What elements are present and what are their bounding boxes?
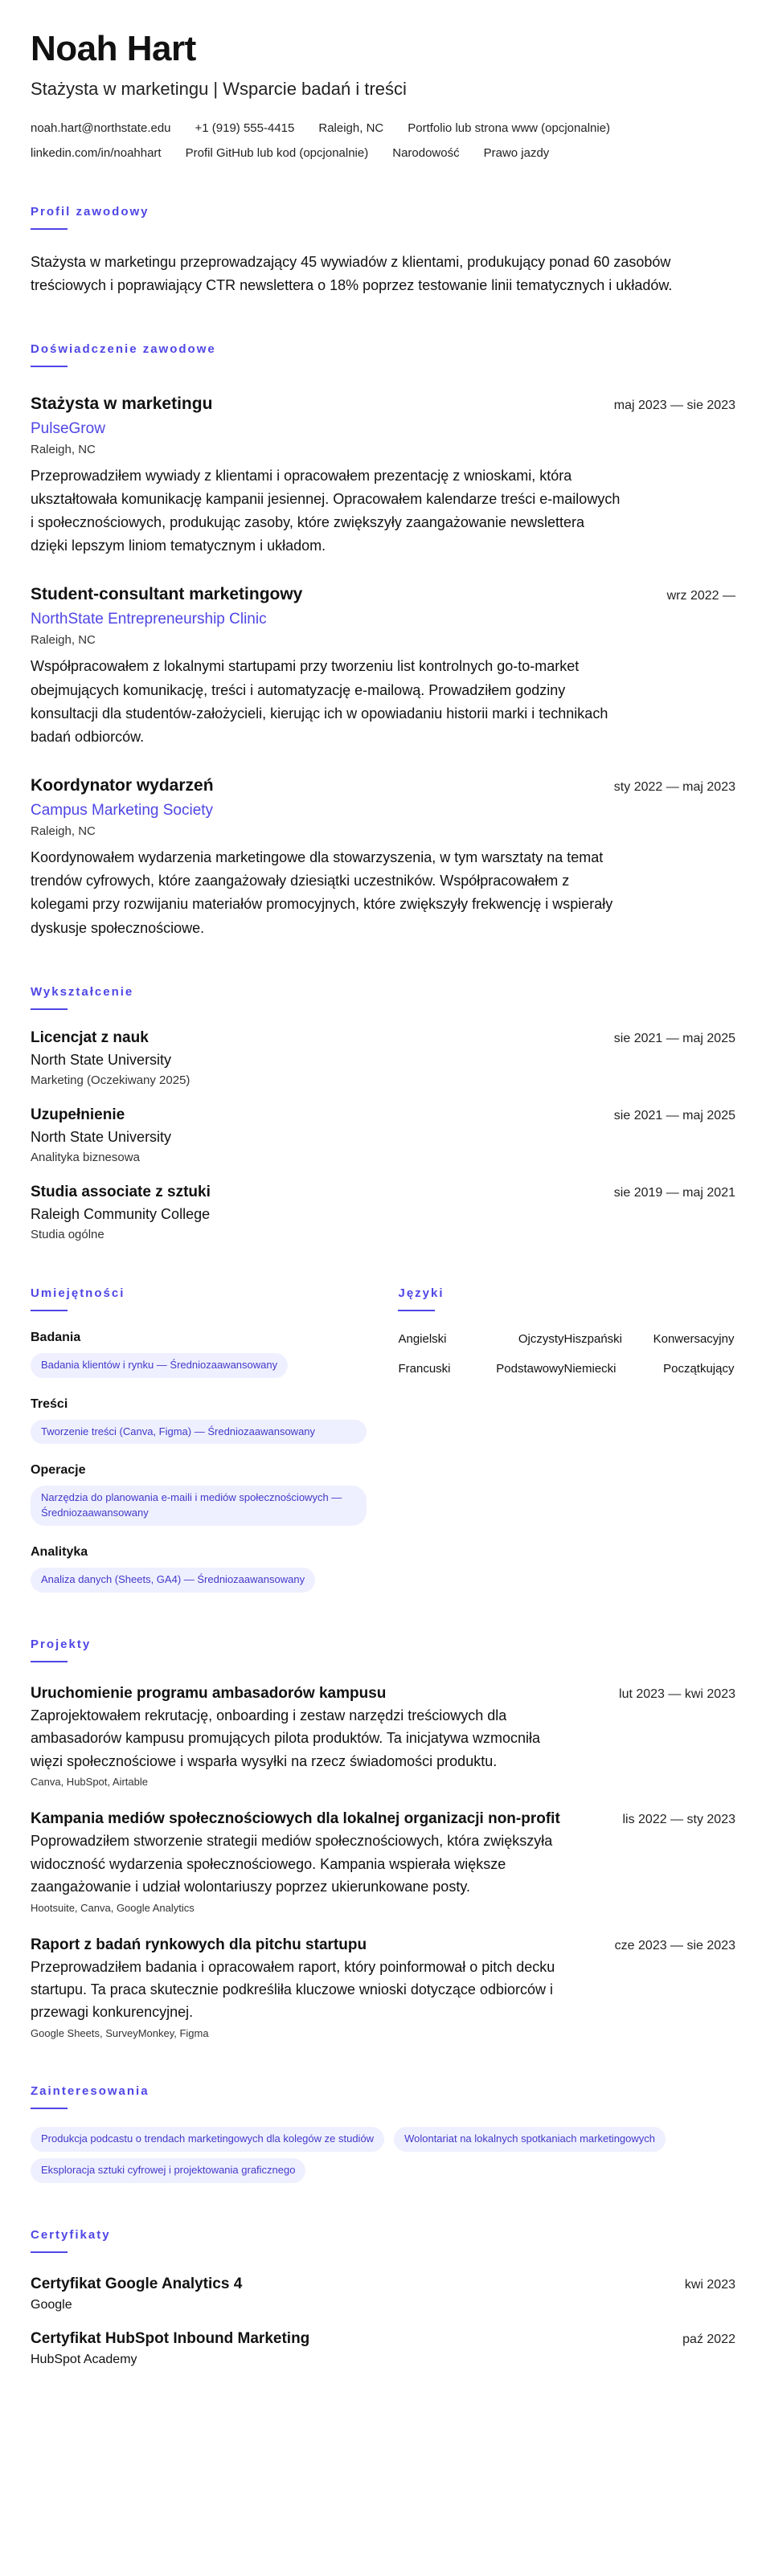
language-item [563, 1332, 734, 1346]
section-divider [31, 1661, 68, 1662]
interest-pill: Eksploracja sztuki cyfrowej i projektowania graficznego [31, 2158, 305, 2183]
contact-phone[interactable]: +1 (919) 555-4415 [195, 121, 295, 136]
project-description: Przeprowadziłem badania i opracowałem raport, który poinformował o pitch decku startupu. Ta praca skutecznie podkreśliła kluczowe wnioski dotyczące odbiorców i przewagi konkurencyjnej. [31, 1958, 555, 2021]
certificate-issuer: HubSpot Academy [31, 2352, 137, 2366]
job-location: Raleigh, NC [31, 442, 96, 456]
project-date: cze 2023 — sie 2023 [614, 1938, 735, 1952]
projects-section [31, 1638, 735, 2039]
education-entry [31, 1106, 735, 1164]
language-name: Francuski [398, 1361, 451, 1376]
skill-pill: Tworzenie treści (Canva, Figma) — Średniozaawansowany [31, 1420, 367, 1445]
skill-group [31, 1545, 398, 1593]
project-title: Uruchomienie programu ambasadorów kampusu [31, 1684, 387, 1702]
project-entry [31, 1685, 735, 1788]
language-level: Podstawowy [496, 1361, 564, 1376]
interests-section [31, 2084, 735, 2183]
language-item [563, 1362, 734, 1376]
education-field: Marketing (Oczekiwany 2025) [31, 1073, 190, 1087]
interests-list [31, 2127, 722, 2183]
language-item [398, 1332, 563, 1346]
section-title: Języki [398, 1286, 444, 1300]
summary-text: Stażysta w marketingu przeprowadzający 45 wywiadów z klientami, produkujący ponad 60 zasobów treściowych i poprawiający CTR newslettera o 18% poprzez testowanie linii tematycznych i układów. [31, 254, 673, 293]
job-title: Student-consultant marketingowy [31, 585, 303, 604]
skill-group-title: Badania [31, 1330, 81, 1344]
job-description: Współpracowałem z lokalnymi startupami przy tworzeniu list kontrolnych go-to-market obejmujących komunikację, treści i automatyzację e-mailową. Prowadziłem godziny konsultacji dla studentów-założycieli, kierując ich w opowiadaniu historii marki i technikach badań odbiorców. [31, 658, 608, 745]
language-level: Początkujący [663, 1361, 735, 1376]
language-item [398, 1362, 563, 1376]
skill-group [31, 1463, 398, 1526]
project-title: Raport z badań rynkowych dla pitchu startupu [31, 1936, 367, 1953]
contact-location: Raleigh, NC [318, 121, 384, 136]
section-divider [31, 2108, 68, 2109]
education-school: North State University [31, 1051, 172, 1068]
certificates-section [31, 2228, 735, 2367]
language-row [398, 1332, 735, 1346]
contact-nationality: Narodowość [392, 146, 460, 161]
certificate-title: Certyfikat HubSpot Inbound Marketing [31, 2329, 310, 2347]
certificate-title: Certyfikat Google Analytics 4 [31, 2275, 243, 2292]
language-level: Konwersacyjny [653, 1331, 735, 1346]
language-level: Ojczysty [518, 1331, 564, 1346]
interest-pill: Produkcja podcastu o trendach marketingowych dla kolegów ze studiów [31, 2127, 384, 2152]
section-divider [398, 1310, 435, 1311]
job-date: sty 2022 — maj 2023 [613, 780, 735, 795]
project-tools: Hootsuite, Canva, Google Analytics [31, 1901, 195, 1914]
skill-pill: Analiza danych (Sheets, GA4) — Średniozaawansowany [31, 1568, 315, 1593]
education-date: sie 2021 — maj 2025 [613, 1031, 735, 1045]
job-entry [31, 585, 735, 749]
section-title: Doświadczenie zawodowe [31, 341, 216, 356]
skill-pill: Narzędzia do planowania e-maili i mediów społecznościowych — Średniozaawansowany [31, 1486, 367, 1526]
job-company: PulseGrow [31, 419, 105, 437]
contact-github[interactable]: Profil GitHub lub kod (opcjonalnie) [185, 146, 369, 161]
skill-group-title: Treści [31, 1396, 68, 1411]
skill-group [31, 1397, 398, 1445]
certificate-date: kwi 2023 [684, 2277, 735, 2292]
project-date: lut 2023 — kwi 2023 [619, 1687, 735, 1701]
certificate-entry [31, 2330, 735, 2367]
contact-portfolio[interactable]: Portfolio lub strona www (opcjonalnie) [408, 121, 611, 136]
job-entry [31, 395, 735, 558]
section-title: Certyfikaty [31, 2227, 111, 2242]
section-title: Zainteresowania [31, 2083, 150, 2098]
contact-linkedin[interactable]: linkedin.com/in/noahhart [31, 146, 162, 161]
education-school: Raleigh Community College [31, 1205, 211, 1222]
language-name: Hiszpański [563, 1331, 623, 1346]
summary-section [31, 205, 735, 297]
project-tools: Canva, HubSpot, Airtable [31, 1776, 148, 1789]
education-date: sie 2021 — maj 2025 [613, 1108, 735, 1122]
experience-section [31, 342, 735, 940]
education-entry [31, 1184, 735, 1241]
education-field: Analityka biznesowa [31, 1150, 140, 1164]
job-date: wrz 2022 — [666, 589, 735, 603]
section-divider [31, 2251, 68, 2253]
job-date: maj 2023 — sie 2023 [613, 398, 735, 412]
job-company: Campus Marketing Society [31, 802, 214, 820]
language-row [398, 1362, 735, 1376]
contact-list [31, 121, 754, 160]
education-school: North State University [31, 1128, 172, 1145]
candidate-name: Noah Hart [31, 29, 196, 68]
job-description: Koordynowałem wydarzenia marketingowe dla stowarzyszenia, w tym warsztaty na temat trendów cyfrowych, które zaangażowały dziesiątki uczestników. Współpracowałem z kolegami przy rozwijaniu materiałów promocyjnych, które zwiększyły frekwencję i wspierały dyskusje społecznościowe. [31, 849, 613, 936]
skill-group-title: Analityka [31, 1545, 88, 1560]
education-section [31, 985, 735, 1241]
education-date: sie 2019 — maj 2021 [613, 1185, 735, 1200]
job-location: Raleigh, NC [31, 633, 96, 648]
section-title: Wykształcenie [31, 984, 134, 999]
skill-group [31, 1331, 398, 1378]
section-title: Profil zawodowy [31, 205, 150, 219]
job-title: Koordynator wydarzeń [31, 776, 214, 795]
education-entry [31, 1029, 735, 1087]
certificate-date: paź 2022 [682, 2332, 735, 2346]
interest-pill: Wolontariat na lokalnych spotkaniach marketingowych [394, 2127, 666, 2152]
job-title: Stażysta w marketingu [31, 394, 213, 413]
education-field: Studia ogólne [31, 1227, 104, 1241]
job-company: NorthState Entrepreneurship Clinic [31, 611, 267, 628]
project-date: lis 2022 — sty 2023 [622, 1813, 735, 1827]
language-name: Angielski [398, 1331, 447, 1346]
skills-section [31, 1286, 398, 1593]
section-divider [31, 366, 68, 367]
education-degree: Studia associate z sztuki [31, 1183, 211, 1200]
job-entry [31, 776, 735, 940]
project-description: Poprowadziłem stworzenie strategii mediów społecznościowych, która zwiększyła widoczność wydarzenia społecznościowego. Kampania wspierała większe zaangażowanie i udział wolontariuszy poprzez ukierunkowane posty. [31, 1833, 553, 1895]
contact-email[interactable]: noah.hart@northstate.edu [31, 121, 171, 136]
section-divider [31, 1008, 68, 1010]
skills-languages-row [31, 1286, 735, 1593]
language-name: Niemiecki [563, 1361, 616, 1376]
candidate-headline: Stażysta w marketingu | Wsparcie badań i treści [31, 78, 407, 99]
section-divider [31, 228, 68, 230]
project-entry [31, 1936, 735, 2039]
certificate-issuer: Google [31, 2297, 72, 2312]
project-title: Kampania mediów społecznościowych dla lokalnej organizacji non-profit [31, 1810, 560, 1828]
skill-group-title: Operacje [31, 1463, 86, 1478]
section-divider [31, 1310, 68, 1311]
contact-driving-license: Prawo jazdy [483, 146, 550, 161]
education-degree: Licencjat z nauk [31, 1028, 149, 1046]
education-degree: Uzupełnienie [31, 1106, 125, 1123]
section-title: Projekty [31, 1637, 92, 1651]
skill-pill: Badania klientów i rynku — Średniozaawansowany [31, 1353, 288, 1378]
job-description: Przeprowadziłem wywiady z klientami i opracowałem prezentację z wnioskami, która ukształtowała komunikację kampanii jesiennej. Opracowałem kalendarze treści e-mailowych i społecznościowych, produkując zasoby, które zwiększyły zaangażowanie newslettera dzięki lepszym liniom tematycznym i układom. [31, 467, 621, 554]
certificate-entry [31, 2275, 735, 2312]
project-entry [31, 1810, 735, 1913]
project-tools: Google Sheets, SurveyMonkey, Figma [31, 2026, 209, 2039]
job-location: Raleigh, NC [31, 824, 96, 839]
language-list [398, 1332, 735, 1376]
project-description: Zaprojektowałem rekrutację, onboarding i zestaw narzędzi treściowych dla ambasadorów kampusu promujących pilota produktów. Ta inicjatywa wzmocniła więzi społecznościowe i wsparła wysyłki na rzecz świadomości produktu. [31, 1707, 540, 1769]
section-title: Umiejętności [31, 1286, 125, 1300]
languages-section [398, 1286, 735, 1593]
